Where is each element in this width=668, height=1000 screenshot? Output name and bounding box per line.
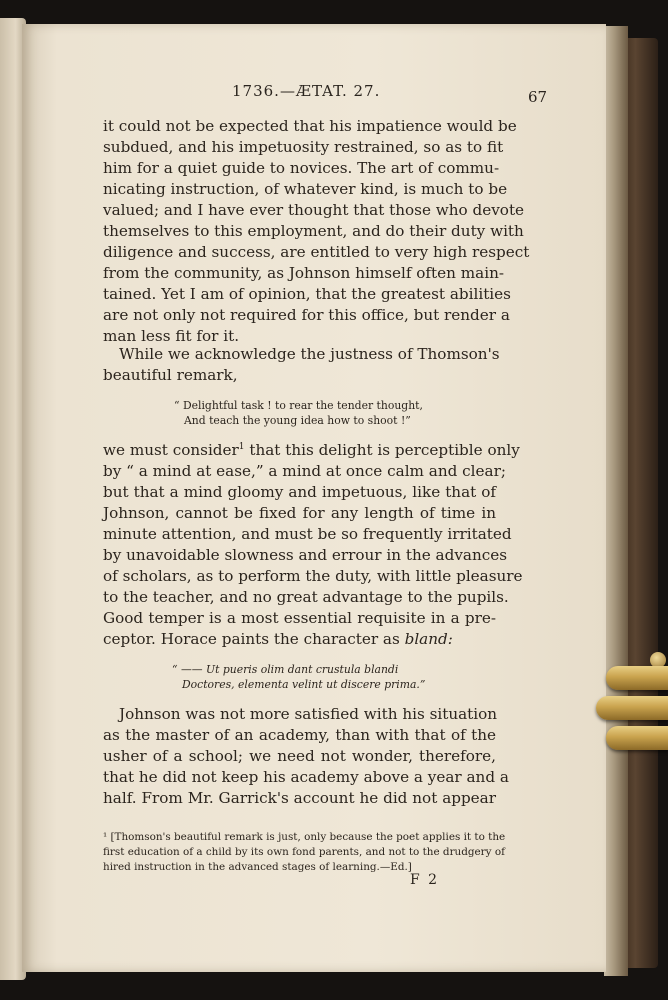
text-run: ceptor. Horace paints the character as bbox=[103, 630, 405, 648]
text-line: Johnson, cannot be fixed for any length of time in bbox=[103, 504, 496, 522]
text-line bbox=[103, 440, 520, 461]
verse-line: “ —— Ut pueris olim dant crustula blandi bbox=[172, 663, 399, 676]
text-line: Johnson was not more satisfied with his situation bbox=[119, 705, 498, 723]
page-number: 67 bbox=[528, 88, 548, 106]
verse-quotation bbox=[174, 398, 423, 428]
text-line: as the master of an academy, than with that of the bbox=[103, 726, 496, 744]
clasp-bar bbox=[606, 726, 668, 750]
paragraph-3 bbox=[103, 440, 523, 650]
text-line: it could not be expected that his impatience would be bbox=[103, 117, 517, 135]
text-line: by “ a mind at ease,” a mind at once calm and clear; bbox=[103, 462, 506, 480]
verse-line: “ Delightful task ! to rear the tender thought, bbox=[174, 399, 423, 412]
footnote-reference[interactable]: 1 bbox=[238, 441, 245, 452]
footnote-line: hired instruction in the advanced stages of learning.—Ed.] bbox=[103, 861, 412, 873]
text-line bbox=[103, 629, 496, 650]
verse-line: And teach the young idea how to shoot !” bbox=[184, 414, 411, 427]
text-run: that this delight is perceptible only bbox=[244, 441, 520, 459]
text-line: are not only not required for this office, but render a bbox=[103, 306, 510, 324]
text-line: tained. Yet I am of opinion, that the greatest abilities bbox=[103, 285, 511, 303]
text-line: him for a quiet guide to novices. The art of commu- bbox=[103, 159, 500, 177]
paragraph-4 bbox=[103, 704, 509, 809]
italic-word: bland: bbox=[404, 630, 453, 648]
text-line: nicating instruction, of whatever kind, is much to be bbox=[103, 180, 508, 198]
text-line: Good temper is a most essential requisite in a pre- bbox=[103, 609, 496, 627]
footnote bbox=[103, 830, 506, 875]
text-line: man less fit for it. bbox=[103, 327, 240, 345]
text-line: subdued, and his impetuosity restrained, so as to fit bbox=[103, 138, 504, 156]
brass-clasp-icon bbox=[596, 652, 668, 752]
text-line: themselves to this employment, and do their duty with bbox=[103, 222, 524, 240]
text-line: diligence and success, are entitled to very high respect bbox=[103, 243, 530, 261]
text-line: valued; and I have ever thought that those who devote bbox=[103, 201, 525, 219]
text-line: minute attention, and must be so frequently irritated bbox=[103, 525, 512, 543]
paragraph-2 bbox=[103, 344, 500, 386]
text-line: While we acknowledge the justness of Thomson's bbox=[119, 345, 500, 363]
text-line: beautiful remark, bbox=[103, 366, 238, 384]
text-line: usher of a school; we need not wonder, therefore, bbox=[103, 747, 496, 765]
text-run: we must consider bbox=[103, 441, 239, 459]
page-block-edge bbox=[604, 26, 628, 976]
signature-mark: F 2 bbox=[410, 872, 440, 888]
text-line: half. From Mr. Garrick's account he did not appear bbox=[103, 789, 496, 807]
text-line: but that a mind gloomy and impetuous, like that of bbox=[103, 483, 496, 501]
text-line: of scholars, as to perform the duty, with little pleasure bbox=[103, 567, 523, 585]
paragraph-1 bbox=[103, 116, 530, 347]
footnote-line: first education of a child by its own fond parents, and not to the drudgery of bbox=[103, 846, 505, 858]
text-line: that he did not keep his academy above a year and a bbox=[103, 768, 509, 786]
latin-quotation bbox=[172, 662, 425, 692]
text-line: to the teacher, and no great advantage to the pupils. bbox=[103, 588, 509, 606]
clasp-bar bbox=[596, 696, 668, 720]
text-line: from the community, as Johnson himself often main- bbox=[103, 264, 504, 282]
footnote-line: ¹ [Thomson's beautiful remark is just, only because the poet applies it to the bbox=[103, 831, 506, 843]
running-head: 1736.—ÆTAT. 27. bbox=[232, 82, 381, 100]
clasp-bar bbox=[606, 666, 668, 690]
text-line: by unavoidable slowness and errour in the advances bbox=[103, 546, 508, 564]
verse-line: Doctores, elementa velint ut discere prima.” bbox=[182, 678, 426, 691]
